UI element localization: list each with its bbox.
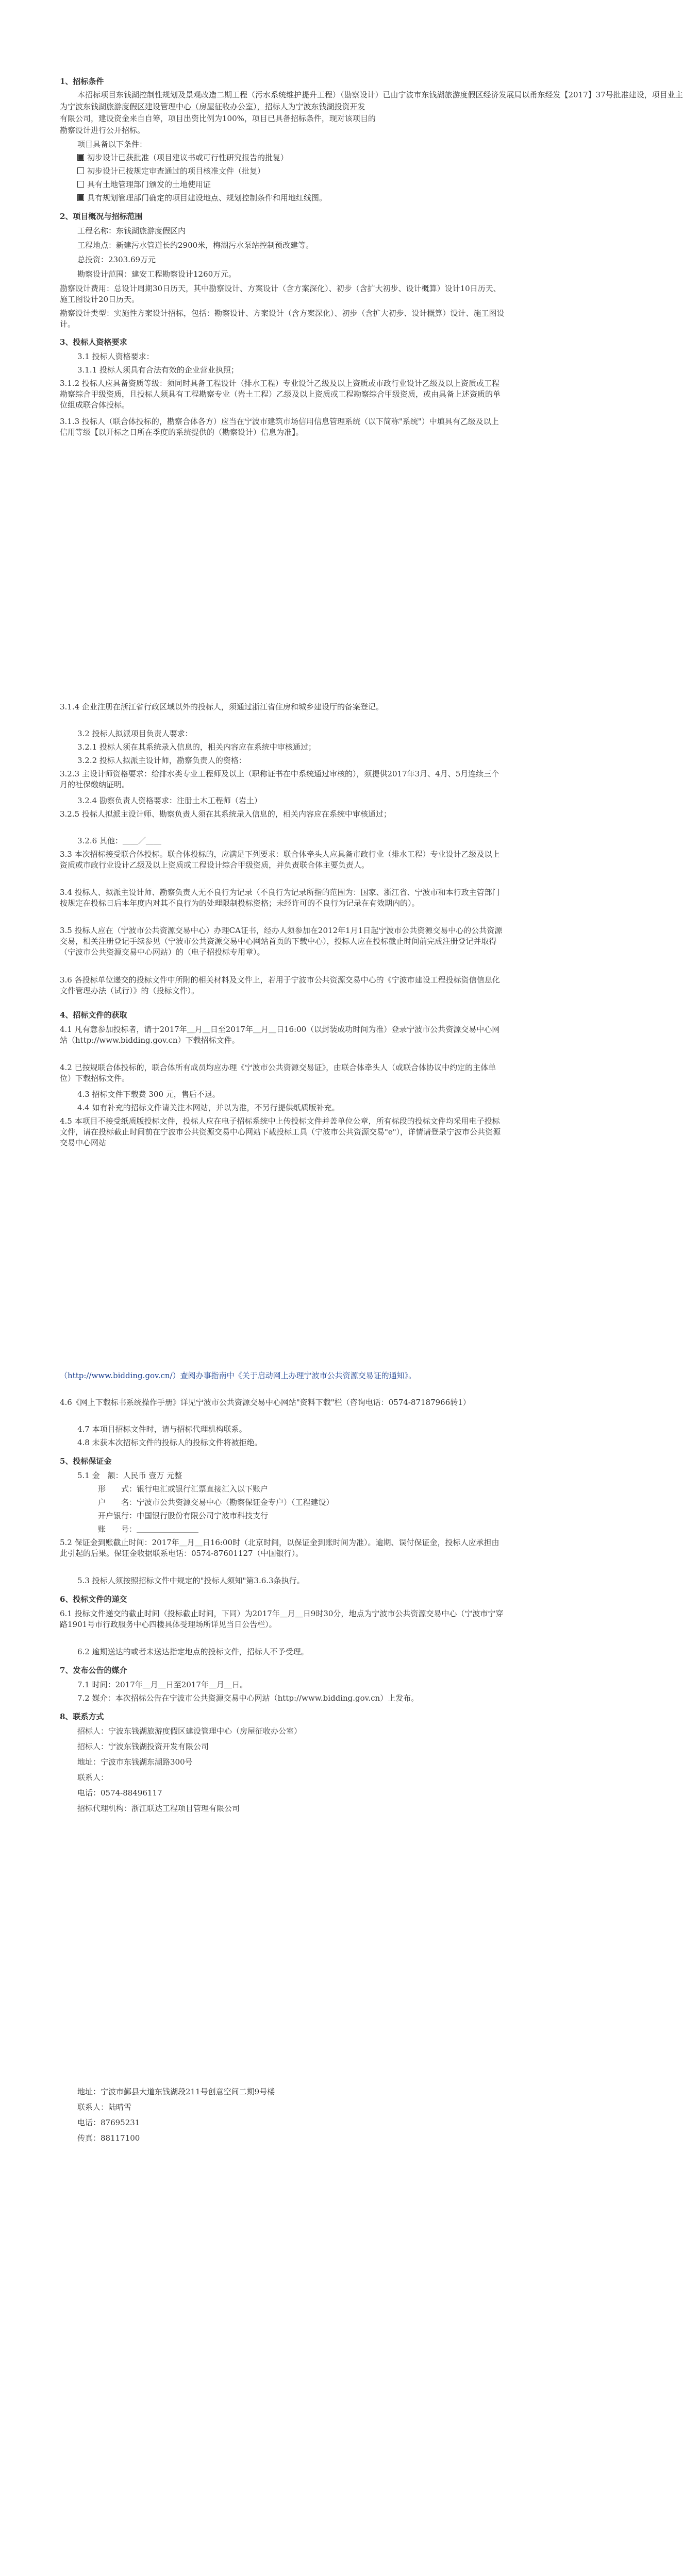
s1-line-1: 本招标项目东钱湖控制性规划及景观改造二期工程（污水系统维护提升工程）（勘察设计）已由宁波市东钱湖旅游度假区经济发展局以甬东经发【2017】37号批准建设，项目业主 xyxy=(77,90,683,99)
deposit-form: 形 式：银行电汇或银行汇票直接汇入以下账户 xyxy=(98,1484,269,1494)
agency-name: 招标代理机构：浙江联达工程项目管理有限公司 xyxy=(77,1804,240,1813)
contact-address: 地址：宁波市东钱湖东湖路300号 xyxy=(77,1757,193,1767)
req-3-1-4: 3.1.4 企业注册在浙江省行政区域以外的投标人，须通过浙江省住房和城乡建设厅的备案登记。 xyxy=(60,702,384,711)
deposit-amount: 5.1 金 额：人民币 壹万 元整 xyxy=(77,1471,182,1480)
design-type: 勘察设计类型：实施性方案设计招标，包括：勘察设计、方案设计（含方案深化）、初步（含扩大初步、设计概算）设计、施工图设计。 xyxy=(60,309,505,329)
condition-2-text: 初步设计已按规定审查通过的项目核准文件（批复） xyxy=(87,166,265,176)
req-3-2-6: 3.2.6 其他：＿＿／＿＿ xyxy=(77,836,161,845)
media-7-1: 7.1 时间：2017年＿月＿日至2017年＿月＿日。 xyxy=(77,1680,247,1689)
contact-tenderer: 招标人：宁波东钱湖投资开发有限公司 xyxy=(77,1742,209,1751)
doc-4-3: 4.3 招标文件下载费 300 元，售后不退。 xyxy=(77,1090,220,1099)
contact-owner: 招标人：宁波东钱湖旅游度假区建设管理中心（房屋征收办公室） xyxy=(77,1726,302,1736)
unchecked-box-icon xyxy=(77,181,84,188)
s1-line-2 xyxy=(60,101,524,112)
deposit-5-3: 5.3 投标人须按照招标文件中规定的"投标人须知"第3.6.3条执行。 xyxy=(77,1576,305,1585)
submit-6-2: 6.2 逾期送达的或者未送达指定地点的投标文件，招标人不予受理。 xyxy=(77,1647,309,1656)
s1-line-3: 有限公司，建设资金来自自筹，项目出资比例为100%，项目已具备招标条件，现对该项目的 xyxy=(60,114,376,123)
section-7-title: 7、发布公告的媒介 xyxy=(60,1666,127,1675)
project-location: 工程地点：新建污水管道长约2900米，梅湖污水泵站控制预改建等。 xyxy=(77,241,314,250)
req-3-1-3: 3.1.3 投标人（联合体投标的，勘察合体各方）应当在宁波市建筑市场信用信息管理系统（以下简称"系统"）中填具有乙级及以上信用等级【以开标之日所在季度的系统提供的（勘察设计）信息为准】。 xyxy=(60,417,499,437)
deposit-deadline: 5.2 保证金到账截止时间：2017年＿月＿日16:00时（北京时间，以保证金到账时间为准）。逾期、误付保证金，投标人应承担由此引起的后果。保证金收据联系电话：0574-87601127（中国银行）。 xyxy=(60,1538,499,1558)
doc-4-6: 4.6《网上下载标书系统操作手册》详见宁波市公共资源交易中心网站"资料下载"栏（咨询电话：0574-87187966转1） xyxy=(60,1398,471,1407)
agency-contact: 联系人：陆晴雪 xyxy=(77,2103,132,2112)
req-3-1: 3.1 投标人资格要求： xyxy=(77,352,154,361)
req-3-2-4: 3.2.4 勘察负责人资格要求：注册土木工程师（岩土） xyxy=(77,796,262,805)
req-3-2-5: 3.2.5 投标人拟派主设计师、勘察负责人须在其系统录入信息的，相关内容应在系统中审核通过； xyxy=(60,809,391,819)
project-investment: 总投资：2303.69万元 xyxy=(77,255,156,264)
doc-4-1: 4.1 凡有意参加投标者，请于2017年＿月＿日至2017年＿月＿日16:00（以封装成功时间为准）登录宁波市公共资源交易中心网站（http://www.bidding.gov.cn）下载招标文件。 xyxy=(60,1025,500,1045)
doc-4-7: 4.7 本项目招标文件时，请与招标代理机构联系。 xyxy=(77,1425,247,1434)
doc-website-link[interactable] xyxy=(60,1370,524,1381)
doc-4-4: 4.4 如有补充的招标文件请关注本网站，并以为准，不另行提供纸质版补充。 xyxy=(77,1103,340,1112)
website-link-text[interactable]: （http://www.bidding.gov.cn/）查阅办事指南中《关于启动网上办理宁波市公共资源交易证的通知》。 xyxy=(60,1371,417,1380)
s1-line-2-text: 为宁波东钱湖旅游度假区建设管理中心（房屋征收办公室），招标人为宁波东钱湖投资开发 xyxy=(60,102,365,111)
section-4-title: 4、招标文件的获取 xyxy=(60,1010,127,1020)
condition-4-text: 具有规划管理部门确定的项目建设地点、规划控制条件和用地红线图。 xyxy=(87,193,327,202)
checked-box-icon xyxy=(77,194,84,201)
condition-3 xyxy=(77,179,541,190)
project-name: 工程名称：东钱湖旅游度假区内 xyxy=(77,226,186,235)
condition-1 xyxy=(77,152,541,163)
agency-address: 地址：宁波市鄞县大道东钱湖段211号创意空间二期9号楼 xyxy=(77,2087,275,2096)
design-scope: 勘察设计范围：建安工程勘察设计1260万元。 xyxy=(77,269,237,279)
deposit-bank: 开户银行：中国银行股份有限公司宁波市科技支行 xyxy=(98,1511,269,1520)
section-2-title: 2、项目概况与招标范围 xyxy=(60,212,143,221)
condition-4 xyxy=(77,193,541,204)
section-3-title: 3、投标人资格要求 xyxy=(60,337,127,347)
req-3-1-1: 3.1.1 投标人须具有合法有效的企业营业执照； xyxy=(77,365,239,375)
checked-box-icon xyxy=(77,154,84,161)
deposit-account-no: 账 号：＿＿＿＿＿＿＿＿ xyxy=(98,1524,199,1534)
design-schedule: 勘察设计费用：总设计周期30日历天，其中勘察设计、方案设计（含方案深化）、初步（含扩大初步、设计概算）设计10日历天、施工图设计20日历天。 xyxy=(60,284,501,304)
submit-6-1: 6.1 投标文件递交的截止时间（投标截止时间，下同）为2017年＿月＿日9时30分，地点为宁波市公共资源交易中心（宁波市宁穿路1901号市行政服务中心四楼具体受理场所详见当日公告栏）。 xyxy=(60,1609,504,1629)
condition-3-text: 具有土地管理部门颁发的土地使用证 xyxy=(87,180,211,189)
condition-2 xyxy=(77,166,541,177)
req-3-2-1: 3.2.1 投标人须在其系统录入信息的，相关内容应在系统中审核通过； xyxy=(77,742,316,752)
condition-1-text: 初步设计已获批准（项目建议书或可行性研究报告的批复） xyxy=(87,153,289,162)
req-3-3: 3.3 本次招标接受联合体投标。联合体投标的，应满足下列要求：联合体牵头人应具备市政行业（排水工程）专业设计乙级及以上资质或市政行业设计乙级及以上资质或工程设计综合甲级资质，并负责联合体主要负责人。 xyxy=(60,850,500,870)
req-3-1-2: 3.1.2 投标人应具备资质等级：须同时具备工程设计（排水工程）专业设计乙级及以上资质或市政行业设计乙级及以上资质或工程勘察综合甲级资质，且投标人须具有工程勘察专业（岩土工程）乙级及以上资质或工程勘察综合甲级资质，或由具备上述资质的单位组成联合体投标。 xyxy=(60,379,501,410)
section-5-title: 5、投标保证金 xyxy=(60,1456,112,1466)
unchecked-box-icon xyxy=(77,167,84,174)
req-3-6: 3.6 各投标单位递交的投标文件中所附的相关材料及文件上，若用于宁波市公共资源交易中心的《宁波市建设工程投标资信信息化文件管理办法（试行）》的（投标文件）。 xyxy=(60,975,500,995)
doc-4-5: 4.5 本项目不接受纸质版投标文件，投标人应在电子招标系统中上传投标文件并盖单位公章，所有标段的投标文件均采用电子投标文件，请在投标截止时间前在宁波市公共资源交易中心网站下载投标工具（宁波市公共资源交易"e"），详情请登录宁波市公共资源交易中心网站 xyxy=(60,1116,501,1147)
contact-phone: 电话：0574-88496117 xyxy=(77,1788,162,1798)
req-3-4: 3.4 投标人、拟派主设计师、勘察负责人无不良行为记录（不良行为记录所指的范围为：国家、浙江省、宁波市和本行政主管部门按规定在投标日后本年度内对其不良行为的处理限制投标资格；未经许可的不良行为记录在有效期内的）。 xyxy=(60,888,500,908)
doc-4-2: 4.2 已按规联合体投标的，联合体所有成员均应办理《宁波市公共资源交易证》，由联合体牵头人（或联合体协议中约定的主体单位）下载招标文件。 xyxy=(60,1063,496,1083)
section-8-title: 8、联系方式 xyxy=(60,1712,104,1721)
agency-fax: 传真：88117100 xyxy=(77,2133,140,2143)
req-3-5: 3.5 投标人应在（宁波市公共资源交易中心）办理CA证书，经办人须参加在2012年1月1日起宁波市公共资源交易中心的公共资源交易，相关注册登记手续参见（宁波市公共资源交易中心网站首页的下载中心），投标人应在投标截止时间前完成注册登记并取得（宁波市公共资源交易中心网站）的（电子招投标专用章）。 xyxy=(60,926,503,957)
deposit-account-name: 户 名：宁波市公共资源交易中心（勘察保证金专户）（工程建设） xyxy=(98,1498,334,1507)
conditions-title: 项目具备以下条件： xyxy=(77,140,147,149)
media-7-2: 7.2 媒介：本次招标公告在宁波市公共资源交易中心网站（http://www.bidding.gov.cn）上发布。 xyxy=(77,1693,419,1703)
req-3-2-2: 3.2.2 投标人拟派主设计师，勘察负责人的资格： xyxy=(77,756,246,765)
req-3-2-3: 3.2.3 主设计师资格要求：给排水类专业工程师及以上（职称证书在中系统通过审核的），须提供2017年3月、4月、5月连续三个月的社保缴纳证明。 xyxy=(60,769,499,789)
section-1-title: 1、招标条件 xyxy=(60,77,104,86)
section-6-title: 6、投标文件的递交 xyxy=(60,1595,127,1604)
agency-phone: 电话：87695231 xyxy=(77,2118,140,2127)
s1-line-4: 勘察设计进行公开招标。 xyxy=(60,126,145,135)
doc-4-8: 4.8 未获本次招标文件的投标人的投标文件将被拒绝。 xyxy=(77,1438,262,1447)
contact-person: 联系人： xyxy=(77,1773,109,1782)
req-3-2: 3.2 投标人拟派项目负责人要求： xyxy=(77,729,193,738)
